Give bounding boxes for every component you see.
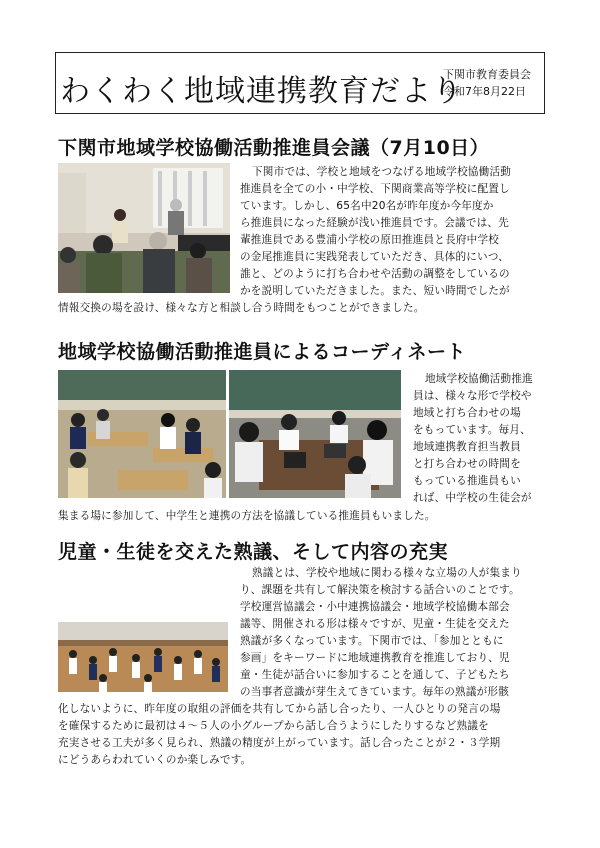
text-line: 集まる場に参加して、中学生と連携の方法を協議している推進員もいました。	[58, 510, 436, 522]
text-line: り、課題を共有して解決策を検討する話合いのことです。	[240, 584, 520, 596]
text-line: かを説明していただきました。また、短い時間でしたが	[240, 285, 510, 297]
text-line: をもっています。毎月、	[413, 424, 531, 436]
text-line: 誰と、どのように打ち合わせや活動の調整をしているの	[240, 268, 510, 280]
section2-body-full	[58, 508, 436, 525]
issuer-block	[443, 66, 531, 100]
newsletter-title: わくわく地域連携教育だより	[60, 74, 463, 109]
classroom-photo-left	[58, 370, 226, 498]
text-line: を確保するために最初は４～５人の小グループから話し合うようにしたりするなど熟議を	[58, 720, 489, 732]
section3-body-wrap	[240, 565, 522, 701]
text-line: もっている推進員もい	[413, 475, 521, 487]
section1-body-wrap	[240, 164, 511, 300]
text-line: 情報交換の場を設け、様々な方と相談し合う時間をもつことができました。	[58, 302, 425, 314]
text-line: 員は、様々な形で学校や	[413, 390, 532, 402]
section2-body-wrap	[413, 371, 533, 507]
text-line: 下関市では、学校と地域をつなげる地域学校協働活動	[252, 166, 512, 178]
text-line: 熟議とは、学校や地域に関わる様々な立場の人が集まり	[252, 567, 522, 579]
issuer-name: 下関市教育委員会	[443, 68, 531, 81]
text-line: 熟議が多くなっています。下関市では、「参加とともに	[240, 635, 504, 647]
section3-heading: 児童・生徒を交えた熟議、そして内容の充実	[58, 541, 449, 563]
text-line: 参画」をキーワードに地域連携教育を推進しており、児	[240, 652, 510, 664]
section3-body-full	[58, 701, 501, 769]
text-line: 学校運営協議会・小中連携協議会・地域学校協働本部会	[240, 601, 510, 613]
text-line: の金尾推進員に実践発表していただき、具体的にいつ、	[240, 251, 509, 263]
text-line: 化しないように、昨年度の取組の評価を共有してから話し合ったり、一人ひとりの発言の場	[58, 703, 501, 715]
text-line: にどうあらわれていくのか楽しみです。	[58, 754, 252, 766]
meeting-photo	[58, 163, 230, 293]
section2-heading: 地域学校協働活動推進員によるコーディネート	[58, 341, 466, 363]
text-line: 地域連携教育担当教員	[413, 441, 521, 453]
gym-photo	[58, 622, 228, 692]
classroom-photo-right	[229, 370, 401, 498]
text-line: 地域学校協働活動推進	[425, 373, 533, 385]
text-line: 推進員を全ての小・中学校、下関商業高等学校に配置し	[240, 183, 510, 195]
text-line: ています。しかし、65名中20名が昨年度か今年度か	[240, 200, 494, 212]
text-line: と打ち合わせの時間を	[413, 458, 521, 470]
text-line: 輩推進員である豊浦小学校の原田推進員と長府中学校	[240, 234, 500, 246]
section1-body-full	[58, 300, 425, 317]
text-line: ら推進員になった経験が浅い推進員です。会議では、先	[240, 217, 509, 229]
issue-date: 令和7年8月22日	[443, 85, 526, 98]
text-line: 地域と打ち合わせの場	[413, 407, 521, 419]
text-line: れば、中学校の生徒会が	[413, 492, 532, 504]
section1-heading: 下関市地域学校協働活動推進員会議（7月10日）	[58, 137, 490, 159]
text-line: の当事者意識が芽生えてきています。毎年の熟議が形骸	[240, 686, 509, 698]
text-line: 童・生徒が話合いに参加することを通して、子どもたち	[240, 669, 510, 681]
text-line: 充実させる工夫が多く見られ、熟議の精度が上がっています。話し合ったことが２・３学期	[58, 737, 501, 749]
text-line: 議等、開催される形は様々ですが、児童・生徒を交えた	[240, 618, 510, 630]
